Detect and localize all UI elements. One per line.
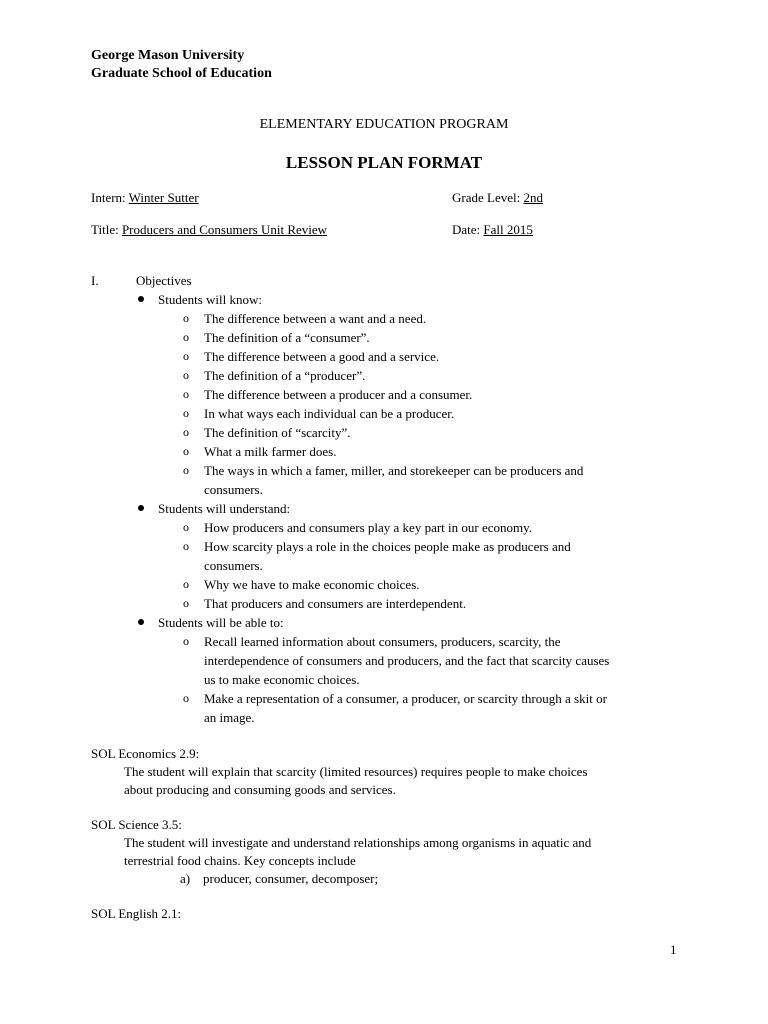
objective-able-item-1-line-1: an image. bbox=[204, 710, 255, 725]
intern-field bbox=[91, 190, 199, 206]
date-value: Fall 2015 bbox=[483, 222, 533, 237]
sub-bullet-o-icon: o bbox=[183, 368, 189, 382]
sol-science-line-2: terrestrial food chains. Key concepts include bbox=[124, 853, 356, 868]
sub-bullet-o-icon: o bbox=[183, 330, 189, 344]
sub-bullet-o-icon: o bbox=[183, 349, 189, 363]
objective-group-know-label: Students will know: bbox=[158, 292, 263, 307]
sol-economics-heading: SOL Economics 2.9: bbox=[91, 746, 200, 761]
objective-know-item-8-line-0: The ways in which a famer, miller, and storekeeper can be producers and bbox=[204, 463, 584, 478]
intern-grade-row bbox=[91, 190, 733, 206]
objective-able-item-0-line-1: interdependence of consumers and producers, and the fact that scarcity causes bbox=[204, 653, 610, 668]
objective-know-item-8-line-1: consumers. bbox=[204, 482, 263, 497]
objective-know-item-4-line-0: The difference between a producer and a consumer. bbox=[204, 387, 473, 402]
page-number: 1 bbox=[670, 942, 677, 957]
school-name: Graduate School of Education bbox=[91, 66, 272, 81]
objective-able-item-0-line-0: Recall learned information about consumers, producers, scarcity, the bbox=[204, 634, 561, 649]
intern-label: Intern: bbox=[91, 190, 126, 205]
bullet-dot-icon bbox=[138, 505, 144, 511]
sub-bullet-o-icon: o bbox=[183, 387, 189, 401]
objective-know-item-2-line-0: The difference between a good and a service. bbox=[204, 349, 440, 364]
objective-know-item-3-line-0: The definition of a “producer”. bbox=[204, 368, 366, 383]
program-title: ELEMENTARY EDUCATION PROGRAM bbox=[259, 117, 509, 132]
grade-field bbox=[452, 190, 543, 206]
objective-understand-item-0-line-0: How producers and consumers play a key part in our economy. bbox=[204, 520, 533, 535]
university-name: George Mason University bbox=[91, 48, 245, 63]
objective-able-item-1-line-0: Make a representation of a consumer, a producer, or scarcity through a skit or bbox=[204, 691, 607, 706]
title-label: Title: bbox=[91, 222, 119, 237]
sub-bullet-o-icon: o bbox=[183, 539, 189, 553]
sol-science-heading: SOL Science 3.5: bbox=[91, 817, 182, 832]
objective-understand-item-1-line-0: How scarcity plays a role in the choices people make as producers and bbox=[204, 539, 571, 554]
objective-know-item-0-line-0: The difference between a want and a need. bbox=[204, 311, 427, 326]
bullet-dot-icon bbox=[138, 619, 144, 625]
date-field bbox=[452, 222, 533, 238]
sol-science-item-marker: a) bbox=[180, 871, 191, 886]
intern-value: Winter Sutter bbox=[128, 190, 199, 205]
objective-know-item-5-line-0: In what ways each individual can be a producer. bbox=[204, 406, 455, 421]
sol-science-line-1: The student will investigate and understand relationships among organisms in aquatic and bbox=[124, 835, 592, 850]
sub-bullet-o-icon: o bbox=[183, 691, 189, 705]
title-date-row bbox=[91, 222, 733, 238]
sub-bullet-o-icon: o bbox=[183, 311, 189, 325]
lesson-plan-format-title: LESSON PLAN FORMAT bbox=[285, 153, 483, 172]
sub-bullet-o-icon: o bbox=[183, 520, 189, 534]
sol-economics-line-1: The student will explain that scarcity (limited resources) requires people to make choices bbox=[124, 764, 588, 779]
objective-group-understand-label: Students will understand: bbox=[158, 501, 291, 516]
grade-value: 2nd bbox=[523, 190, 543, 205]
objective-know-item-6-line-0: The definition of “scarcity”. bbox=[204, 425, 351, 440]
sol-science-item-text: producer, consumer, decomposer; bbox=[203, 871, 379, 886]
sub-bullet-o-icon: o bbox=[183, 406, 189, 420]
objectives-numeral: I. bbox=[91, 273, 99, 288]
sol-english-heading: SOL English 2.1: bbox=[91, 906, 182, 921]
objective-able-item-0-line-2: us to make economic choices. bbox=[204, 672, 360, 687]
objective-understand-item-2-line-0: Why we have to make economic choices. bbox=[204, 577, 420, 592]
sub-bullet-o-icon: o bbox=[183, 634, 189, 648]
title-value: Producers and Consumers Unit Review bbox=[121, 222, 328, 237]
objective-know-item-1-line-0: The definition of a “consumer”. bbox=[204, 330, 370, 345]
objective-understand-item-1-line-1: consumers. bbox=[204, 558, 263, 573]
sol-economics-line-2: about producing and consuming goods and services. bbox=[124, 782, 396, 797]
sub-bullet-o-icon: o bbox=[183, 596, 189, 610]
objectives-heading: Objectives bbox=[136, 273, 192, 288]
sub-bullet-o-icon: o bbox=[183, 425, 189, 439]
objective-know-item-7-line-0: What a milk farmer does. bbox=[204, 444, 337, 459]
date-label: Date: bbox=[452, 222, 481, 237]
objective-understand-item-3-line-0: That producers and consumers are interdependent. bbox=[204, 596, 467, 611]
sub-bullet-o-icon: o bbox=[183, 444, 189, 458]
sub-bullet-o-icon: o bbox=[183, 463, 189, 477]
bullet-dot-icon bbox=[138, 296, 144, 302]
objective-group-able-label: Students will be able to: bbox=[158, 615, 284, 630]
grade-label: Grade Level: bbox=[452, 190, 521, 205]
title-field bbox=[91, 222, 327, 238]
sub-bullet-o-icon: o bbox=[183, 577, 189, 591]
